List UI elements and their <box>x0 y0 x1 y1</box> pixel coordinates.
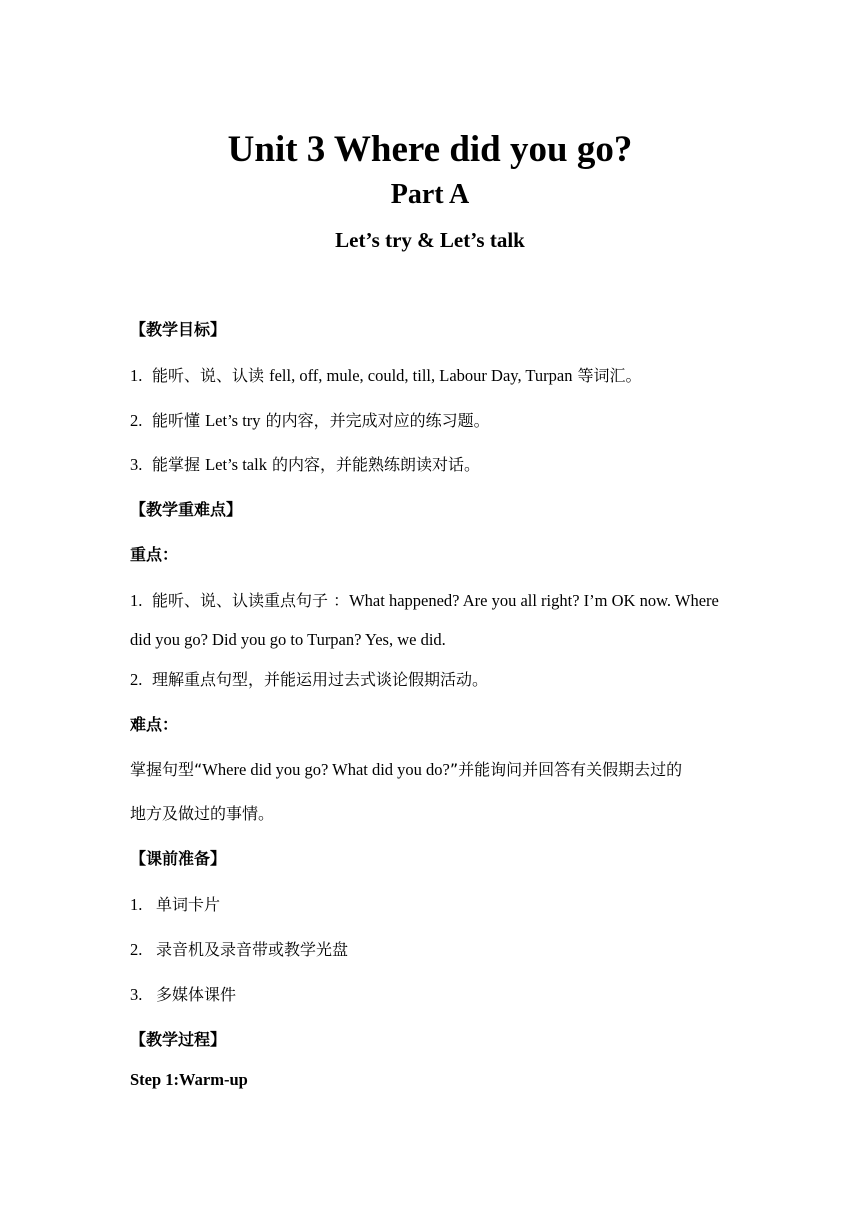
goal-item-3-text-cn: 能掌握 <box>152 455 206 474</box>
goal-item-2 <box>130 409 490 433</box>
focus-label: 重点： <box>130 545 179 564</box>
focus-item-1-number: 1. <box>130 591 143 610</box>
goal-item-2-text-cn: 能听懂 <box>152 411 206 430</box>
goal-item-3-text-end: 的内容，并能熟练朗读对话。 <box>266 455 481 474</box>
goal-item-2-number: 2. <box>130 411 143 430</box>
difficulty-line-1-end: ”并能询问并回答有关假期去过的 <box>449 760 683 779</box>
process-heading: 【教学过程】 <box>130 1030 227 1049</box>
focus-item-1-continuation: did you go? Did you go to Turpan? Yes, we did. <box>130 630 446 649</box>
difficulty-line-2: 地方及做过的事情。 <box>130 804 275 823</box>
section-title: Let’s try & Let’s talk <box>335 228 525 252</box>
difficulty-label: 难点： <box>130 715 179 734</box>
preparation-item-3-text: 多媒体课件 <box>156 985 237 1004</box>
difficulty-line-1-en: Where did you go? What did you do? <box>202 760 450 779</box>
goal-item-2-text-en: Let’s try <box>205 411 261 430</box>
key-points-heading: 【教学重难点】 <box>130 500 243 519</box>
focus-item-1-text-cn: 能听、说、认读重点句子 ： <box>152 591 350 610</box>
focus-item-1-text-en: What happened? Are you all right? I’m OK now. Where <box>349 591 719 610</box>
preparation-heading: 【课前准备】 <box>130 849 227 868</box>
preparation-item-3-number: 3. <box>130 985 143 1004</box>
difficulty-line-1 <box>130 758 682 782</box>
preparation-item-2 <box>130 938 348 962</box>
preparation-item-1 <box>130 893 220 917</box>
goal-item-1-number: 1. <box>130 366 143 385</box>
goal-item-1-text-cn: 能听、说、认读 <box>152 366 270 385</box>
difficulty-line-1-cn: 掌握句型“ <box>130 760 203 779</box>
focus-item-1 <box>130 589 719 613</box>
preparation-item-2-text: 录音机及录音带或教学光盘 <box>156 940 349 959</box>
document-subtitle: Part A <box>390 179 470 210</box>
goal-item-3 <box>130 453 480 477</box>
focus-item-2-number: 2. <box>130 670 143 689</box>
goal-item-1-text-en: fell, off, mule, could, till, Labour Day, Turpan <box>269 366 573 385</box>
preparation-item-3 <box>130 983 236 1007</box>
preparation-item-1-number: 1. <box>130 895 143 914</box>
goal-item-3-number: 3. <box>130 455 143 474</box>
goal-item-1-text-end: 等词汇。 <box>572 366 642 385</box>
focus-item-2 <box>130 668 488 692</box>
focus-item-2-text: 理解重点句型，并能运用过去式谈论假期活动。 <box>152 670 489 689</box>
goals-heading: 【教学目标】 <box>130 320 227 339</box>
goal-item-2-text-end: 的内容，并完成对应的练习题。 <box>260 411 490 430</box>
goal-item-1 <box>130 364 642 388</box>
step-1-heading: Step 1:Warm-up <box>130 1070 248 1089</box>
preparation-item-1-text: 单词卡片 <box>156 895 221 914</box>
document-title: Unit 3 Where did you go? <box>227 129 633 170</box>
goal-item-3-text-en: Let’s talk <box>205 455 267 474</box>
preparation-item-2-number: 2. <box>130 940 143 959</box>
